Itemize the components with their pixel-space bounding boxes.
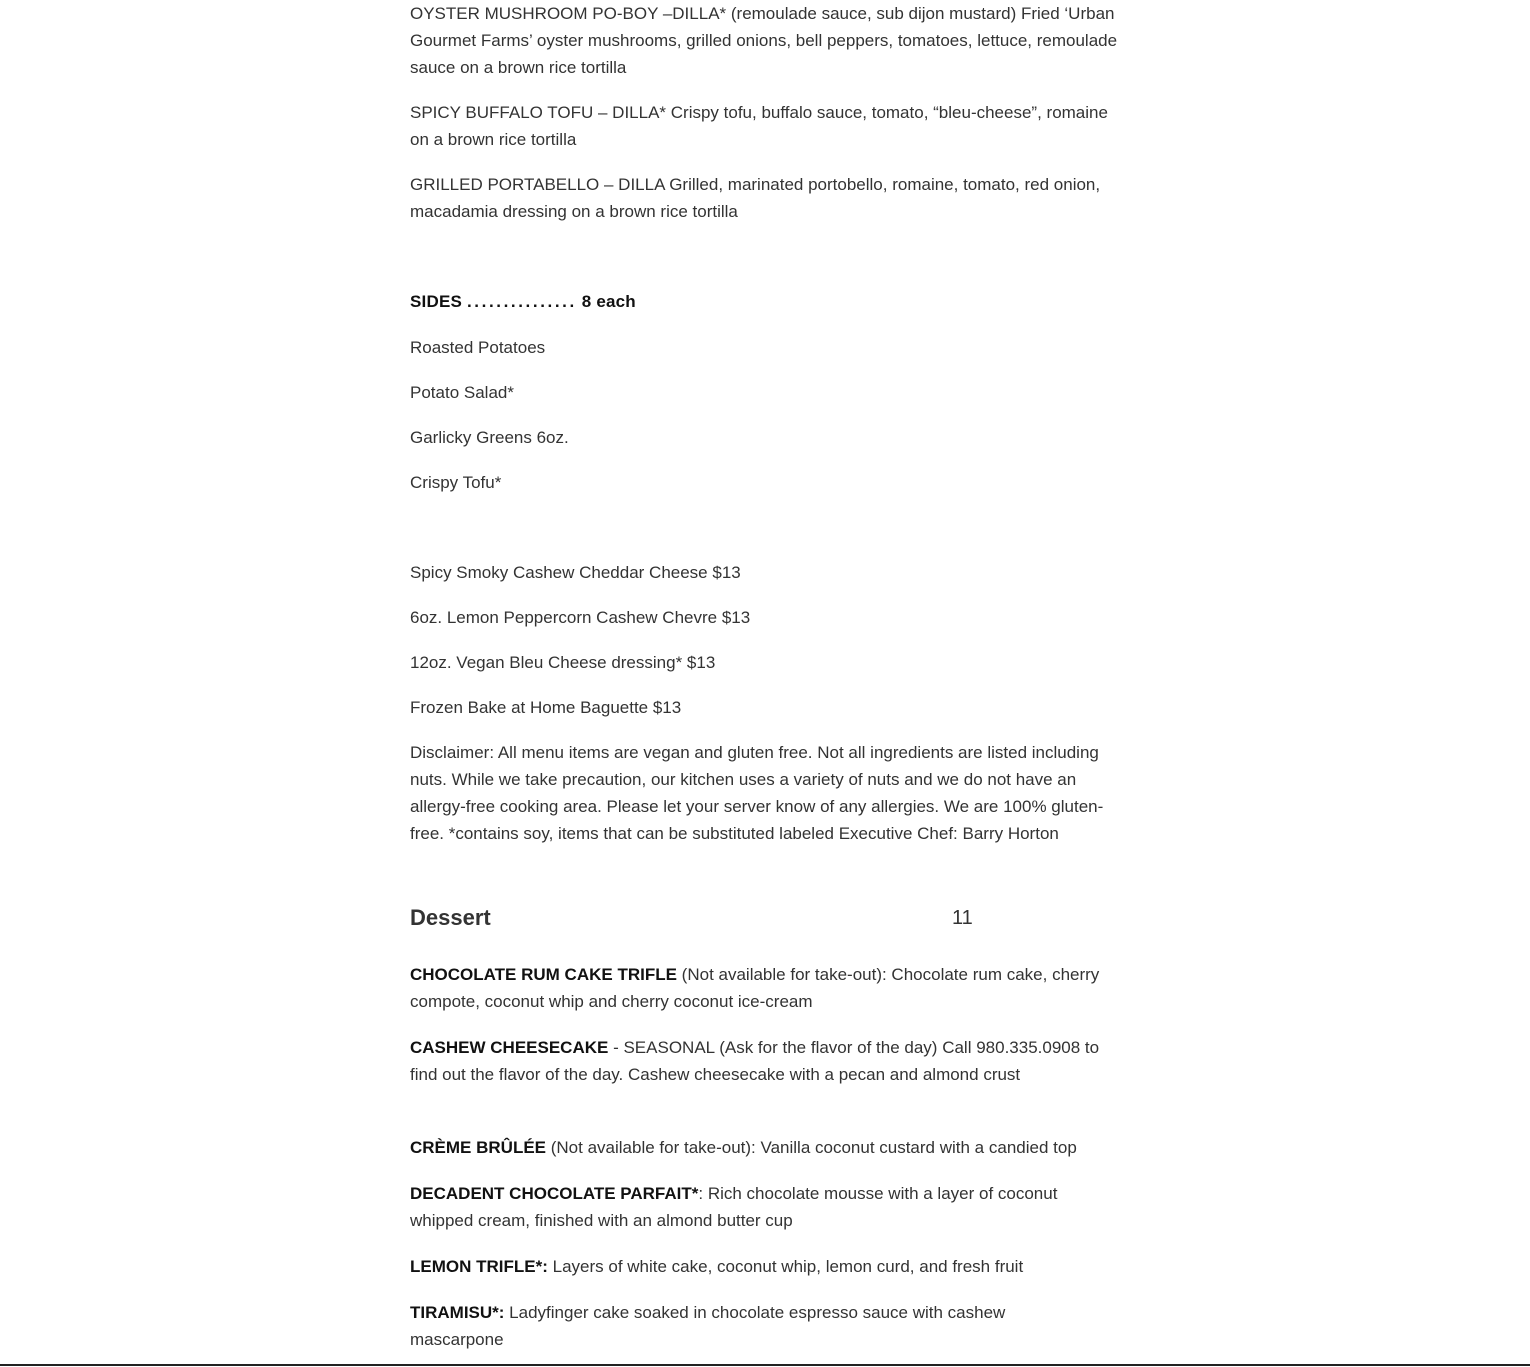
dessert-item-desc: Layers of white cake, coconut whip, lemon curd, and fresh fruit	[547, 1257, 1024, 1276]
side-item: Roasted Potatoes	[410, 338, 546, 357]
dessert-item-name: CRÈME BRÛLÉE	[410, 1138, 547, 1157]
dessert-item-name: CASHEW CHEESECAKE	[410, 1038, 609, 1057]
dessert-item-name: DECADENT CHOCOLATE PARFAIT*	[410, 1184, 699, 1203]
dessert-item-desc: - SEASONAL (Ask for the flavor of the day) Call 980.335.0908 to find out the flavor of the day. Cashew cheesecake with a pecan and almond crust	[410, 1038, 1100, 1084]
disclaimer-text: Disclaimer: All menu items are vegan and gluten free. Not all ingredients are listed including nuts. While we take precaution, our kitchen uses a variety of nuts and we do not have an allergy-free cooking area. Please let your server know of any allergies. We are 100% gluten-free. *contains soy, items that can be substituted labeled Executive Chef: Barry Horton	[410, 743, 1104, 843]
sides-title: SIDES	[410, 292, 463, 311]
menu-item-spicy-buffalo-tofu: SPICY BUFFALO TOFU – DILLA* Crispy tofu, buffalo sauce, tomato, “bleu-cheese”, romaine on a brown rice tortilla	[410, 103, 1108, 149]
dessert-item-tiramisu	[410, 1299, 1060, 1353]
dessert-price: 11	[952, 907, 973, 929]
dessert-item-desc: : Rich chocolate mousse with a layer of coconut whipped cream, finished with an almond butter cup	[410, 1184, 1058, 1230]
sides-price: 8 each	[581, 292, 636, 311]
dessert-item-chocolate-rum-cake-trifle	[410, 961, 1120, 1015]
bottom-divider	[0, 1364, 1530, 1366]
retail-item: 6oz. Lemon Peppercorn Cashew Chevre $13	[410, 608, 751, 627]
dessert-item-lemon-trifle	[410, 1253, 1120, 1280]
dessert-item-desc: Ladyfinger cake soaked in chocolate espresso sauce with cashew mascarpone	[410, 1303, 1006, 1349]
menu-item-oyster-mushroom: OYSTER MUSHROOM PO-BOY –DILLA* (remoulade sauce, sub dijon mustard) Fried ‘Urban Gourmet Farms’ oyster mushrooms, grilled onions, bell peppers, tomatoes, lettuce, remoulade sauce on a brown rice tortilla	[410, 4, 1118, 77]
dessert-item-desc: (Not available for take-out): Vanilla coconut custard with a candied top	[546, 1138, 1077, 1157]
menu-item-grilled-portabello: GRILLED PORTABELLO – DILLA Grilled, marinated portobello, romaine, tomato, red onion, macadamia dressing on a brown rice tortilla	[410, 175, 1101, 221]
sides-heading	[410, 288, 1120, 315]
dessert-item-name: CHOCOLATE RUM CAKE TRIFLE	[410, 965, 677, 984]
dessert-item-name: LEMON TRIFLE*:	[410, 1257, 548, 1276]
dessert-item-desc: (Not available for take-out): Chocolate rum cake, cherry compote, coconut whip and cherry coconut ice-cream	[410, 965, 1100, 1011]
sides-leader-dots: ...............	[466, 292, 577, 311]
retail-item: Frozen Bake at Home Baguette $13	[410, 698, 682, 717]
dessert-item-name: TIRAMISU*:	[410, 1303, 505, 1322]
retail-item: Spicy Smoky Cashew Cheddar Cheese $13	[410, 563, 741, 582]
dessert-item-decadent-chocolate-parfait	[410, 1180, 1120, 1234]
side-item: Potato Salad*	[410, 383, 514, 402]
dessert-title: Dessert	[410, 905, 491, 930]
side-item: Crispy Tofu*	[410, 473, 502, 492]
retail-item: 12oz. Vegan Bleu Cheese dressing* $13	[410, 653, 716, 672]
dessert-item-cashew-cheesecake	[410, 1034, 1110, 1088]
side-item: Garlicky Greens 6oz.	[410, 428, 569, 447]
dessert-item-creme-brulee	[410, 1134, 1130, 1161]
dessert-heading	[410, 903, 973, 933]
